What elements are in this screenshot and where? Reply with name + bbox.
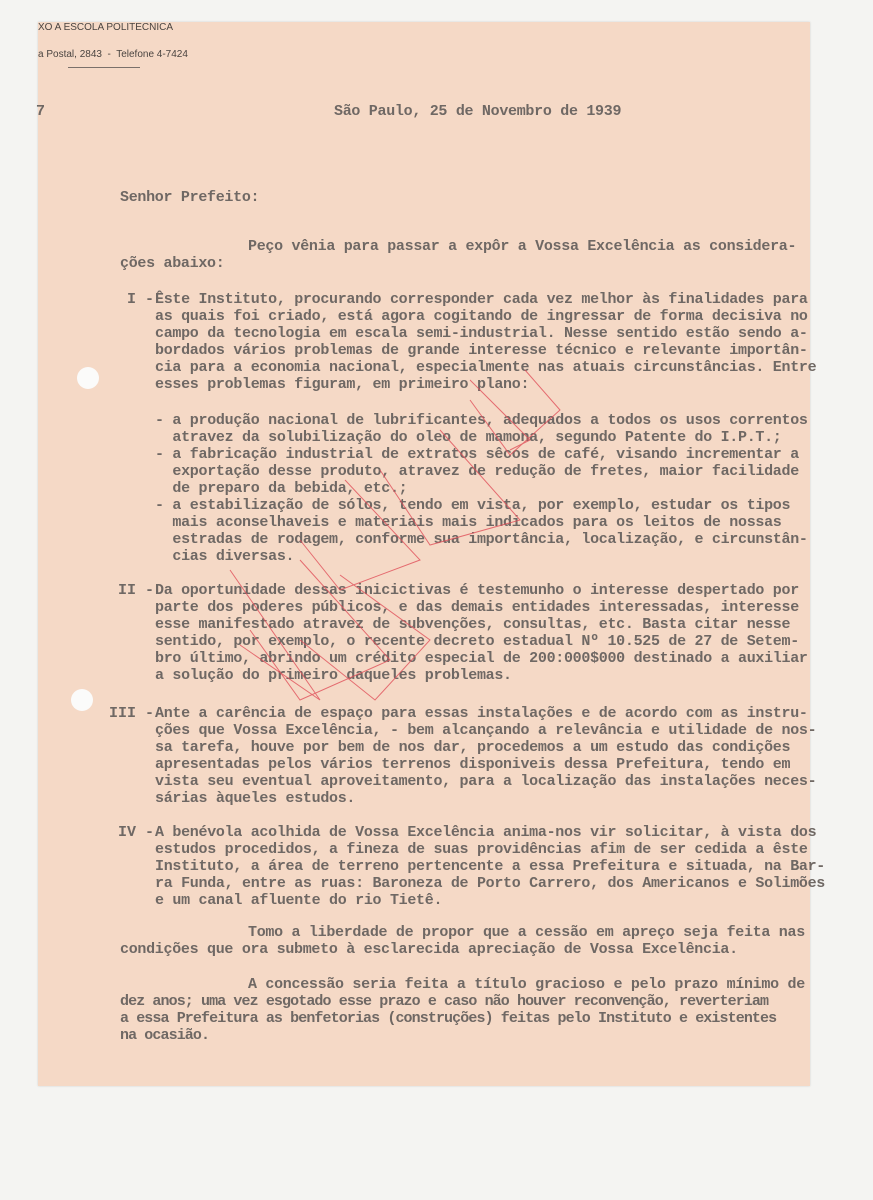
concession-line: A concessão seria feita a título gracioso e pelo prazo mínimo de — [248, 976, 805, 993]
text-line: apresentadas pelos vários terrenos disponiveis dessa Prefeitura, tendo em — [155, 756, 791, 773]
text-line: campo da tecnologia em escala semi-industrial. Nesse sentido estão sendo a- — [155, 325, 808, 342]
text-line: Da oportunidade dessas inicictivas é testemunho o interesse despertado por — [155, 582, 799, 599]
text-line: Ante a carência de espaço para essas instalações e de acordo com as instru- — [155, 705, 808, 722]
section-label: II - — [117, 582, 154, 599]
text-line: Instituto, a área de terreno pertencente a essa Prefeitura e situada, na Bar- — [155, 858, 826, 875]
text-line: esse manifestado atravez de subvenções, consultas, etc. Basta citar nesse — [155, 616, 791, 633]
salutation: Senhor Prefeito: — [120, 189, 260, 206]
letterhead-institution: XO A ESCOLA POLITECNICA — [38, 22, 174, 33]
intro-line: ções abaixo: — [120, 255, 225, 272]
concession-line: na ocasião. — [120, 1027, 210, 1044]
bullet-item-line: - a produção nacional de lubrificantes, adequados a todos os usos correntos — [155, 412, 808, 429]
text-line: sárias àqueles estudos. — [155, 790, 356, 807]
proposal-line: condições que ora submeto à esclarecida apreciação de Vossa Excelência. — [120, 941, 738, 958]
text-line: parte dos poderes públicos, e das demais entidades interessadas, interesse — [155, 599, 799, 616]
text-line: a solução do primeiro daqueles problemas. — [155, 667, 512, 684]
text-line: ções que Vossa Excelência, - bem alcançando a relevância e utilidade de nos- — [155, 722, 817, 739]
text-line: sa tarefa, houve por bem de nos dar, procedemos a um estudo das condições — [155, 739, 791, 756]
bullet-item-line: - a estabilização de sólos, tendo em vista, por exemplo, estudar os tipos — [155, 497, 791, 514]
letter-date: São Paulo, 25 de Novembro de 1939 — [334, 103, 622, 120]
intro-line: Peço vênia para passar a expôr a Vossa Excelência as considera- — [248, 238, 797, 255]
text-line: cia para a economia nacional, especialmente nas atuais circunstâncias. Entre — [155, 359, 817, 376]
text-line: estudos procedidos, a fineza de suas providências afim de ser cedida a êste — [155, 841, 808, 858]
text-line: A benévola acolhida de Vossa Excelência anima-nos vir solicitar, à vista dos — [155, 824, 817, 841]
text-line: exportação desse produto, atravez de redução de fretes, maior facilidade — [155, 463, 799, 480]
concession-line: dez anos; uma vez esgotado esse prazo e caso não houver reconvenção, reverteriam — [120, 993, 769, 1010]
text-line: mais aconselhaveis e materiais mais indicados para os leitos de nossas — [155, 514, 782, 531]
text-line: bro último, abrindo um crédito especial de 200:000$000 destinado a auxiliar — [155, 650, 808, 667]
text-line: bordados vários problemas de grande interesse técnico e relevante importân- — [155, 342, 808, 359]
text-line: estradas de rodagem, conforme sua importância, localização, e circunstân- — [155, 531, 808, 548]
section-label: IV - — [117, 824, 154, 841]
bullet-item-line: - a fabricação industrial de extratos sêcos de café, visando incrementar a — [155, 446, 799, 463]
letterhead-contact: a Postal, 2843 - Telefone 4-7424 — [38, 49, 188, 60]
concession-line: a essa Prefeitura as benfetorias (construções) feitas pelo Instituto e existentes — [120, 1010, 777, 1027]
text-line: sentido, por exemplo, o recente decreto estadual Nº 10.525 de 27 de Setem- — [155, 633, 799, 650]
section-label: I - — [126, 291, 154, 308]
text-line: atravez da solubilização do oleo de mamona, segundo Patente do I.P.T.; — [155, 429, 782, 446]
text-line: as quais foi criado, está agora cogitando de ingressar de forma decisiva no — [155, 308, 808, 325]
proposal-line: Tomo a liberdade de propor que a cessão em apreço seja feita nas — [248, 924, 805, 941]
text-line: de preparo da bebida, etc.; — [155, 480, 408, 497]
text-line: cias diversas. — [155, 548, 295, 565]
text-line: esses problemas figuram, em primeiro plano: — [155, 376, 530, 393]
text-line: vista seu eventual aproveitamento, para a localização das instalações neces- — [155, 773, 817, 790]
text-line: ra Funda, entre as ruas: Baroneza de Porto Carrero, dos Americanos e Solimões — [155, 875, 826, 892]
text-line: e um canal afluente do rio Tietê. — [155, 892, 443, 909]
margin-number: 7 — [36, 103, 45, 120]
section-label: III - — [108, 705, 154, 722]
text-line: Êste Instituto, procurando corresponder cada vez melhor às finalidades para — [155, 291, 808, 308]
